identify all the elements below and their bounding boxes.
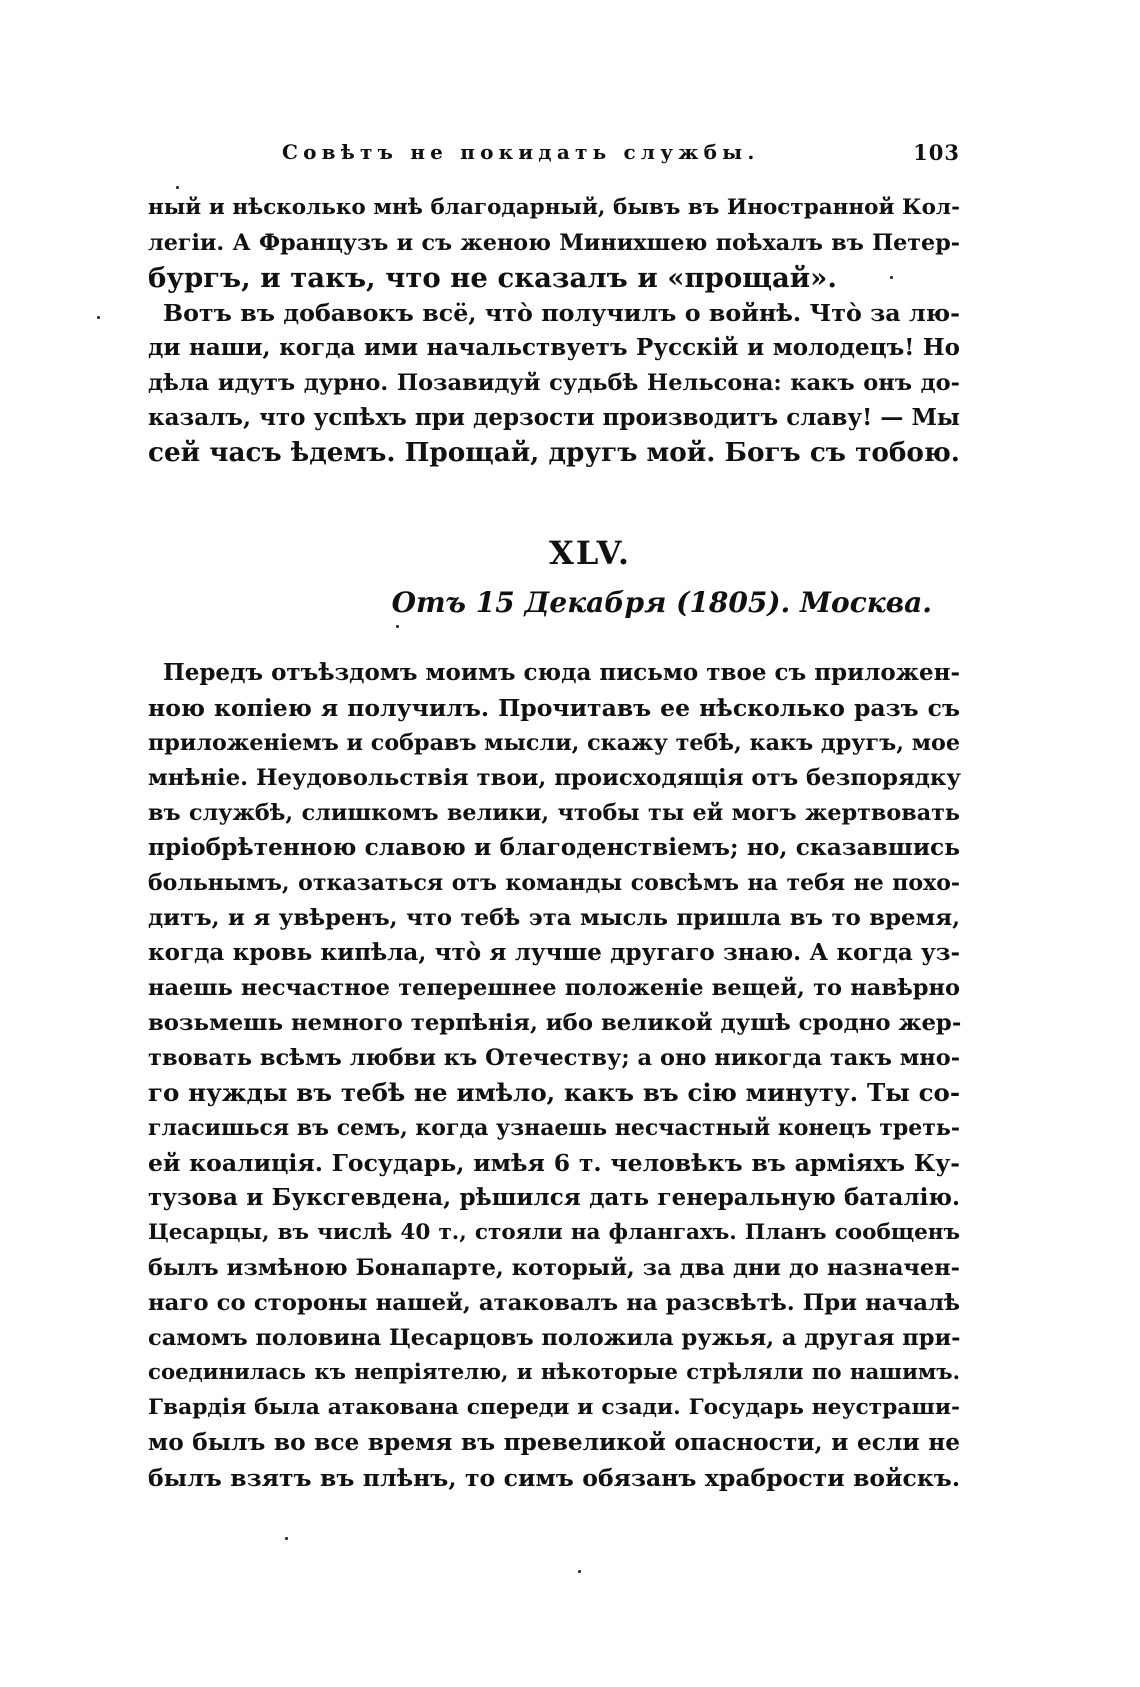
scan-speck <box>396 625 399 628</box>
text-line: дитъ, и я увѣренъ, что тебѣ эта мысль пришла въ то время, <box>148 905 960 931</box>
text-line: ди наши, когда ими начальствуетъ Русскій и молодецъ! Но <box>148 334 960 361</box>
scan-speck <box>890 276 893 279</box>
text-line: легіи. А Французъ и съ женою Минихшею поѣхалъ въ Петер- <box>148 230 960 256</box>
text-line: бургъ, и такъ, что не сказалъ и «прощай». <box>148 262 837 294</box>
text-line: въ службѣ, слишкомъ велики, чтобы ты ей могъ жертвовать <box>148 800 960 826</box>
text-line: Гвардія была атакована спереди и сзади. Государь неустраши- <box>148 1395 960 1420</box>
scan-speck <box>176 186 179 189</box>
page-number: 103 <box>913 140 960 165</box>
letter-dateline: Отъ 15 Декабря (1805). Москва. <box>391 586 932 619</box>
text-line: тузова и Буксгевдена, рѣшился дать генеральную баталію. <box>148 1184 960 1211</box>
text-line: ей коалиція. Государь, имѣя 6 т. человѣкъ въ арміяхъ Ку- <box>148 1149 960 1177</box>
text-line: мо былъ во все время въ превеликой опасности, и если не <box>148 1429 960 1456</box>
text-line: сей часъ ѣдемъ. Прощай, другъ мой. Богъ съ тобою. <box>148 437 960 468</box>
text-line: пріобрѣтенною славою и благоденствіемъ; но, сказавшись <box>148 834 960 861</box>
text-line: ный и нѣсколько мнѣ благодарный, бывъ въ Иностранной Кол- <box>148 195 960 220</box>
text-line: былъ измѣною Бонапарте, который, за два дни до назначен- <box>148 1255 960 1281</box>
text-line: ною копіею я получилъ. Прочитавъ ее нѣсколько разъ съ <box>148 694 960 722</box>
text-line: дѣла идутъ дурно. Позавидуй судьбѣ Нельсона: какъ онъ до- <box>148 370 960 396</box>
text-line: наешь несчастное теперешнее положеніе вещей, то навѣрно <box>148 975 960 1001</box>
section-title: XLV. <box>549 534 631 572</box>
text-line: гласишься въ семъ, когда узнаешь несчастный конецъ треть- <box>148 1115 960 1141</box>
text-line: былъ взятъ въ плѣнъ, то симъ обязанъ храбрости войскъ. <box>148 1464 960 1492</box>
text-line: казалъ, что успѣхъ при дерзости производитъ славу! — Мы <box>148 404 960 431</box>
text-line: соединилась къ непріятелю, и нѣкоторые стрѣляли по нашимъ. <box>148 1360 960 1385</box>
page-header <box>148 140 960 174</box>
text-line: твовать всѣмъ любви къ Отечеству; а оно никогда такъ мно- <box>148 1045 961 1071</box>
scan-speck <box>97 316 100 319</box>
text-line: приложеніемъ и собравъ мысли, скажу тебѣ, какъ другъ, мое <box>148 730 961 756</box>
text-line: возьмешь немного терпѣнія, ибо великой душѣ сродно жер- <box>148 1010 962 1036</box>
text-line: мнѣніе. Неудовольствія твои, происходящія отъ безпорядку <box>148 765 961 791</box>
text-line: Цесарцы, въ числѣ 40 т., стояли на флангахъ. Планъ сообщенъ <box>148 1220 960 1245</box>
text-line: го нужды въ тебѣ не имѣло, какъ въ сію минуту. Ты со- <box>148 1078 960 1107</box>
scan-speck <box>578 1570 581 1573</box>
text-line: самомъ половина Цесарцовъ положила ружья, а другая при- <box>148 1325 961 1351</box>
text-line: Вотъ въ добавокъ всё, что̀ получилъ о войнѣ. Что̀ за лю- <box>163 299 960 327</box>
text-line: когда кровь кипѣла, что̀ я лучше другаго знаю. А когда уз- <box>148 939 960 966</box>
scan-speck <box>285 1537 288 1540</box>
running-title: Совѣтъ не покидать службы. <box>282 140 760 164</box>
text-line: Передъ отъѣздомъ моимъ сюда письмо твое съ приложен- <box>163 659 960 686</box>
text-line: наго со стороны нашей, атаковалъ на разсвѣтѣ. При началѣ <box>148 1290 960 1316</box>
text-line: больнымъ, отказаться отъ команды совсѣмъ на тебя не похо- <box>148 870 960 896</box>
